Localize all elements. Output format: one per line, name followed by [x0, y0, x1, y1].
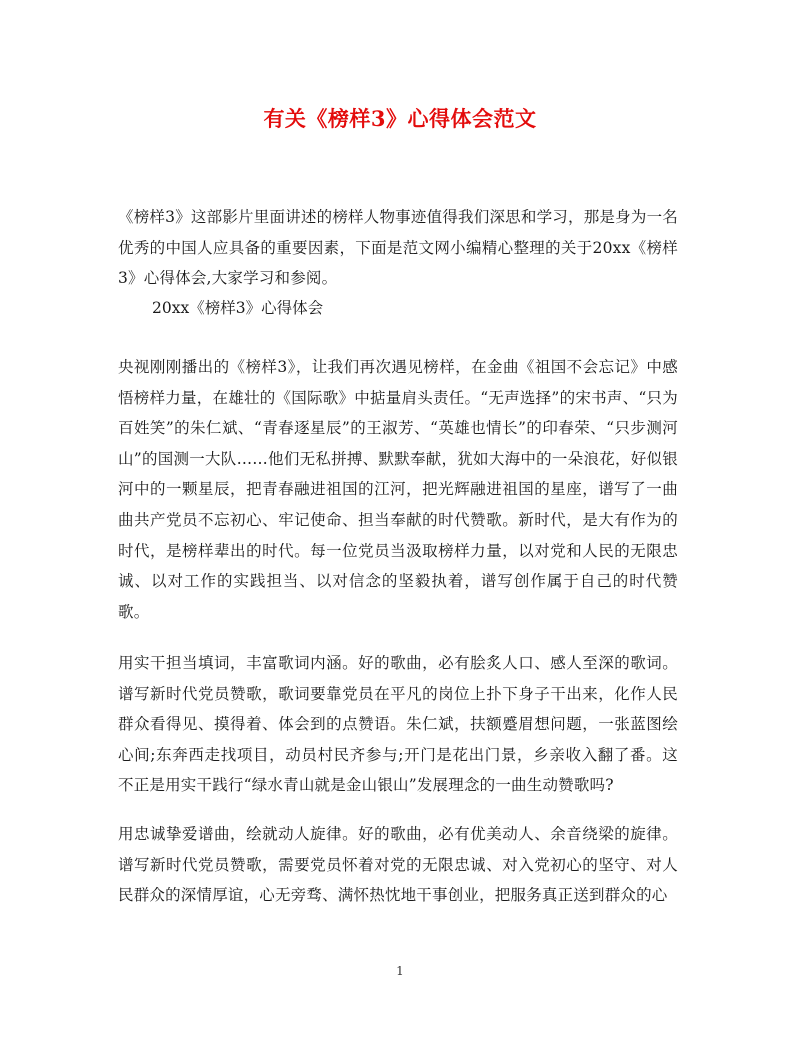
intro-paragraph: 《榜样3》这部影片里面讲述的榜样人物事迹值得我们深思和学习，那是身为一名优秀的中国人应具备的重要因素，下面是范文网小编精心整理的关于20xx《榜样3》心得体会,大家学习和参阅。	[118, 208, 678, 288]
document-title: 有关《榜样3》心得体会范文	[263, 106, 537, 131]
body-paragraph: 用实干担当填词，丰富歌词内涵。好的歌曲，必有脍炙人口、感人至深的歌词。谱写新时代党员赞歌，歌词要靠党员在平凡的岗位上扑下身子干出来，化作人民群众看得见、摸得着、体会到的点赞语。朱仁斌，扶额蹙眉想问题，一张蓝图绘心间;东奔西走找项目，动员村民齐参与;开门是花出门景，乡亲收入翻了番。这不正是用实干践行“绿水青山就是金山银山”发展理念的一曲生动赞歌吗?	[118, 654, 678, 795]
section-subtitle: 20xx《榜样3》心得体会	[152, 299, 324, 317]
body-paragraph: 用忠诚挚爱谱曲，绘就动人旋律。好的歌曲，必有优美动人、余音绕梁的旋律。谱写新时代党员赞歌，需要党员怀着对党的无限忠诚、对入党初心的坚守、对人民群众的深情厚谊，心无旁骛、满怀热忱地干事创业，把服务真正送到群众的心	[118, 825, 678, 905]
body-paragraph: 央视刚刚播出的《榜样3》，让我们再次遇见榜样，在金曲《祖国不会忘记》中感悟榜样力量，在雄壮的《国际歌》中掂量肩头责任。“无声选择”的宋书声、“只为百姓笑”的朱仁斌、“青春逐星辰”的王淑芳、“英雄也情长”的印春荣、“只步测河山”的国测一大队……他们无私拼搏、默默奉献，犹如大海中的一朵浪花，好似银河中的一颗星辰，把青春融进祖国的江河，把光辉融进祖国的星座，谱写了一曲曲共产党员不忘初心、牢记使命、担当奉献的时代赞歌。新时代，是大有作为的时代，是榜样辈出的时代。每一位党员当汲取榜样力量，以对党和人民的无限忠诚、以对工作的实践担当、以对信念的坚毅执着，谱写创作属于自己的时代赞歌。	[118, 358, 678, 621]
page-number: 1	[396, 964, 404, 978]
